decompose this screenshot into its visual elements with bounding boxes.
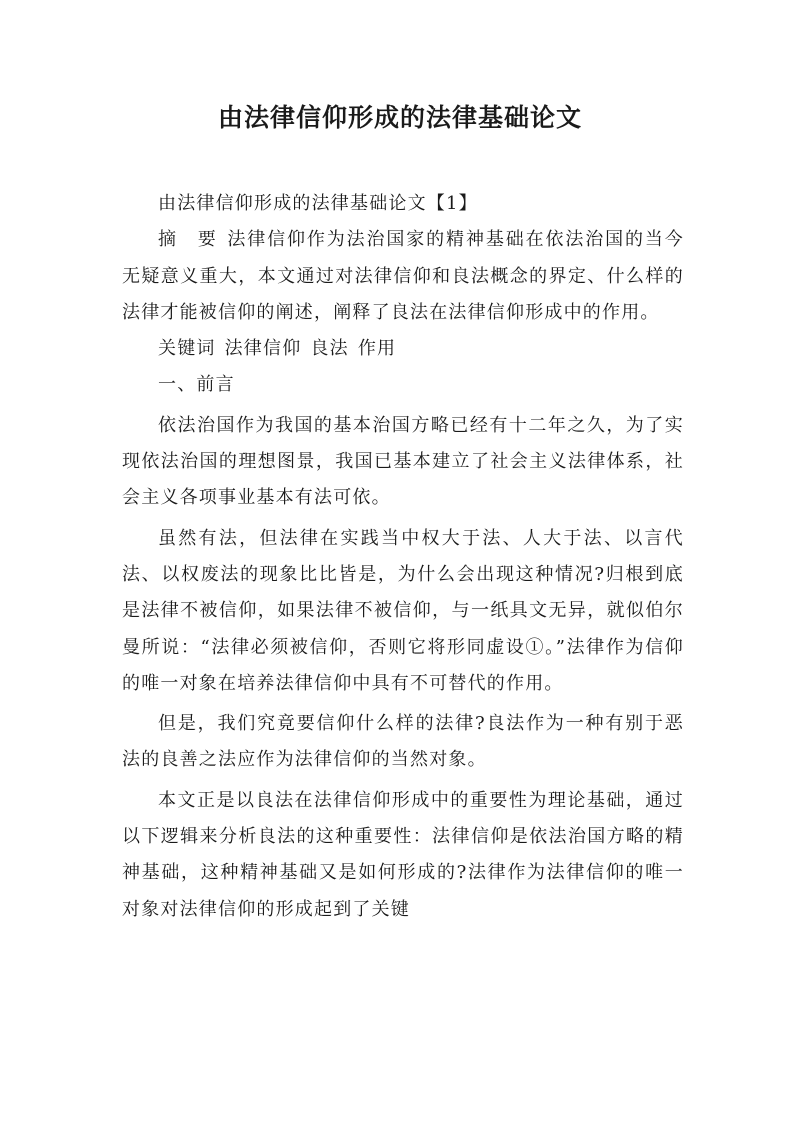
body-paragraph-2: 虽然有法，但法律在实践当中权大于法、人大于法、以言代法、以权废法的现象比比皆是，为什么会出现这种情况?归根到底是法律不被信仰，如果法律不被信仰，与一纸具文无异，就似伯尔曼所说：“法律必须被信仰，否则它将形同虚设①。”法律作为信仰的唯一对象在培养法律信仰中具有不可替代的作用。 — [122, 527, 684, 694]
body-paragraph-4: 本文正是以良法在法律信仰形成中的重要性为理论基础，通过以下逻辑来分析良法的这种重要性：法律信仰是依法治国方略的精神基础，这种精神基础又是如何形成的?法律作为法律信仰的唯一对象对法律信仰的形成起到了关键 — [122, 789, 684, 920]
abstract-text: 法律信仰作为法治国家的精神基础在依法治国的当今无疑意义重大，本文通过对法律信仰和良法概念的界定、什么样的法律才能被信仰的阐述，阐释了良法在法律信仰形成中的作用。 — [122, 229, 684, 323]
keyword-1: 法律信仰 — [224, 338, 302, 360]
body-paragraph-3: 但是，我们究竟要信仰什么样的法律?良法作为一种有别于恶法的良善之法应作为法律信仰的当然对象。 — [122, 713, 684, 771]
body-paragraph-1: 依法治国作为我国的基本治国方略已经有十二年之久，为了实现依法治国的理想图景，我国已基本建立了社会主义法律体系，社会主义各项事业基本有法可依。 — [122, 414, 684, 509]
keywords-label: 关键词 — [158, 338, 216, 360]
keyword-3: 作用 — [357, 338, 397, 360]
keyword-2: 良法 — [310, 338, 349, 360]
intro-heading: 一、前言 — [158, 374, 235, 396]
section-heading: 由法律信仰形成的法律基础论文【1】 — [158, 193, 478, 214]
document-body — [122, 186, 684, 928]
abstract-label: 摘 要 — [158, 229, 218, 251]
abstract-paragraph — [122, 222, 684, 331]
document-title: 由法律信仰形成的法律基础论文 — [217, 103, 582, 132]
keywords-line — [122, 331, 684, 367]
